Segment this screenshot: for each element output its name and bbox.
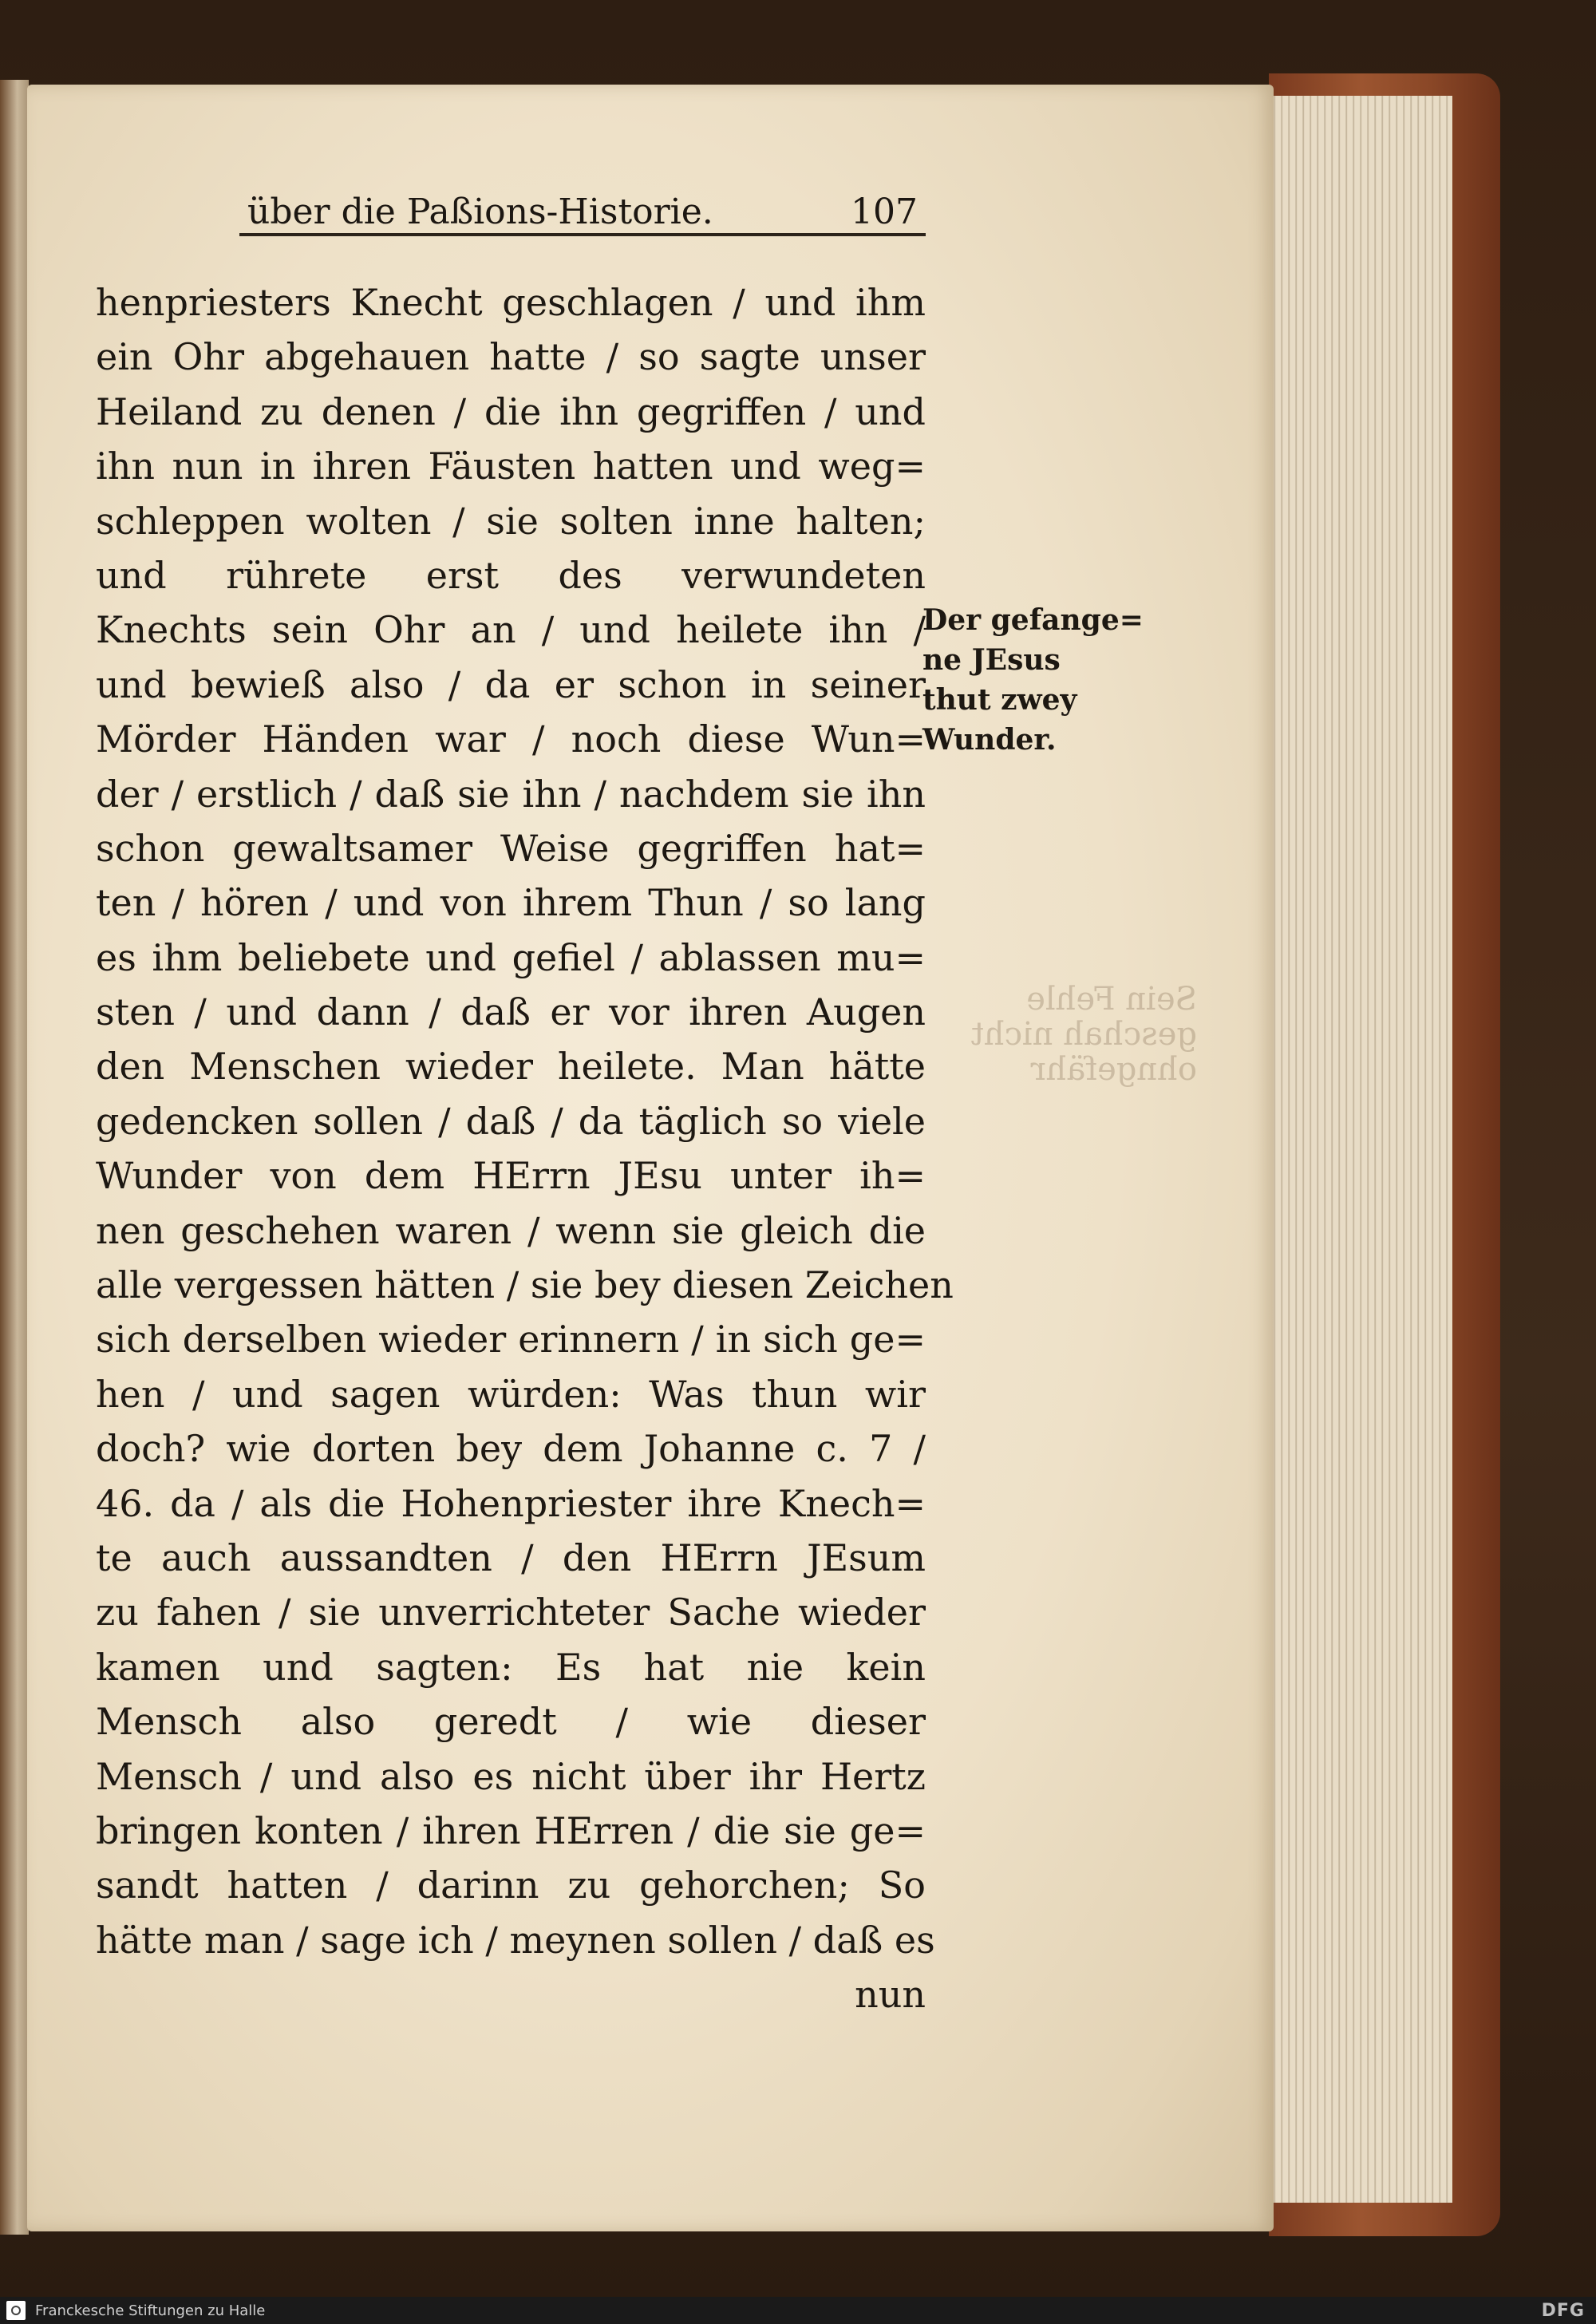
margin-note-line: ne JEsus (922, 643, 1061, 677)
margin-note-line: Wunder. (922, 723, 1057, 757)
text-line: und rührete erst des verwundeten (96, 553, 926, 597)
text-line: bringen konten / ihren HErren / die sie ge= (96, 1808, 926, 1852)
text-line: Mensch / und also es nicht über ihr Hertz (96, 1754, 926, 1798)
text-line: und bewieß also / da er schon in seiner (96, 662, 926, 706)
text-line: ein Ohr abgehauen hatte / so sagte unser (96, 335, 926, 379)
show-through-line: geschah nicht (970, 1016, 1197, 1053)
body-text (96, 275, 954, 2022)
text-line: 46. da / als die Hohenpriester ihre Knech= (96, 1481, 926, 1525)
show-through-line: Sein Fehle (1026, 981, 1197, 1018)
margin-note (922, 600, 1162, 760)
show-through-text (958, 982, 1197, 1087)
text-line: Wunder von dem HErrn JEsu unter ih= (96, 1154, 926, 1198)
text-line: hätte man / sage ich / meynen sollen / daß es (96, 1918, 935, 1962)
text-line: Mörder Händen war / noch diese Wun= (96, 717, 926, 761)
text-line: gedencken sollen / daß / da täglich so viele (96, 1099, 926, 1143)
text-line: nen geschehen waren / wenn sie gleich die (96, 1208, 926, 1252)
text-line: sich derselben wieder erinnern / in sich ge= (96, 1318, 926, 1362)
text-line: te auch aussandten / den HErrn JEsum (96, 1536, 926, 1579)
margin-note-line: Der gefange= (922, 603, 1144, 637)
margin-note-line: thut zwey (922, 683, 1077, 717)
running-title: über die Paßions-Historie. (247, 192, 713, 232)
text-line: kamen und sagten: Es hat nie kein (96, 1645, 926, 1689)
text-line: der / erstlich / daß sie ihn / nachdem sie ihn (96, 772, 926, 816)
text-line: hen / und sagen würden: Was thun wir (96, 1372, 926, 1416)
text-line: Mensch also geredt / wie dieser (96, 1700, 926, 1744)
text-line: zu fahen / sie unverrichteter Sache wieder (96, 1591, 926, 1634)
show-through-line: ohngefähr (1030, 1051, 1197, 1088)
text-line: sten / und dann / daß er vor ihren Augen (96, 990, 926, 1034)
text-line: ten / hören / und von ihrem Thun / so lang (96, 881, 926, 925)
text-line: es ihm beliebete und gefiel / ablassen mu= (96, 935, 926, 979)
text-line: Heiland zu denen / die ihn gegriffen / und (96, 389, 926, 433)
page-block-edges (1269, 96, 1452, 2203)
text-line: Knechts sein Ohr an / und heilete ihn / (96, 608, 926, 652)
book-binding (0, 80, 29, 2235)
text-line: sandt hatten / darinn zu gehorchen; So (96, 1864, 926, 1907)
text-line: doch? wie dorten bey dem Johanne c. 7 / (96, 1427, 926, 1471)
page-header (247, 192, 918, 239)
text-line: ihn nun in ihren Fäusten hatten und weg= (96, 445, 926, 488)
text-line: nun (855, 1973, 926, 2017)
institution-name: Franckesche Stiftungen zu Halle (35, 2302, 266, 2319)
institution-logo-icon (6, 2301, 26, 2320)
viewer-footer (0, 2297, 1596, 2324)
text-line: alle vergessen hätten / sie bey diesen Zeichen (96, 1263, 954, 1307)
text-line: schon gewaltsamer Weise gegriffen hat= (96, 826, 926, 870)
header-rule (239, 233, 926, 236)
dfg-logo: DFG (1541, 2301, 1585, 2321)
text-line: schleppen wolten / sie solten inne halten; (96, 499, 926, 543)
text-line: henpriesters Knecht geschlagen / und ihm (96, 281, 926, 324)
text-line: den Menschen wieder heilete. Man hätte (96, 1045, 926, 1089)
page-number: 107 (851, 192, 918, 232)
